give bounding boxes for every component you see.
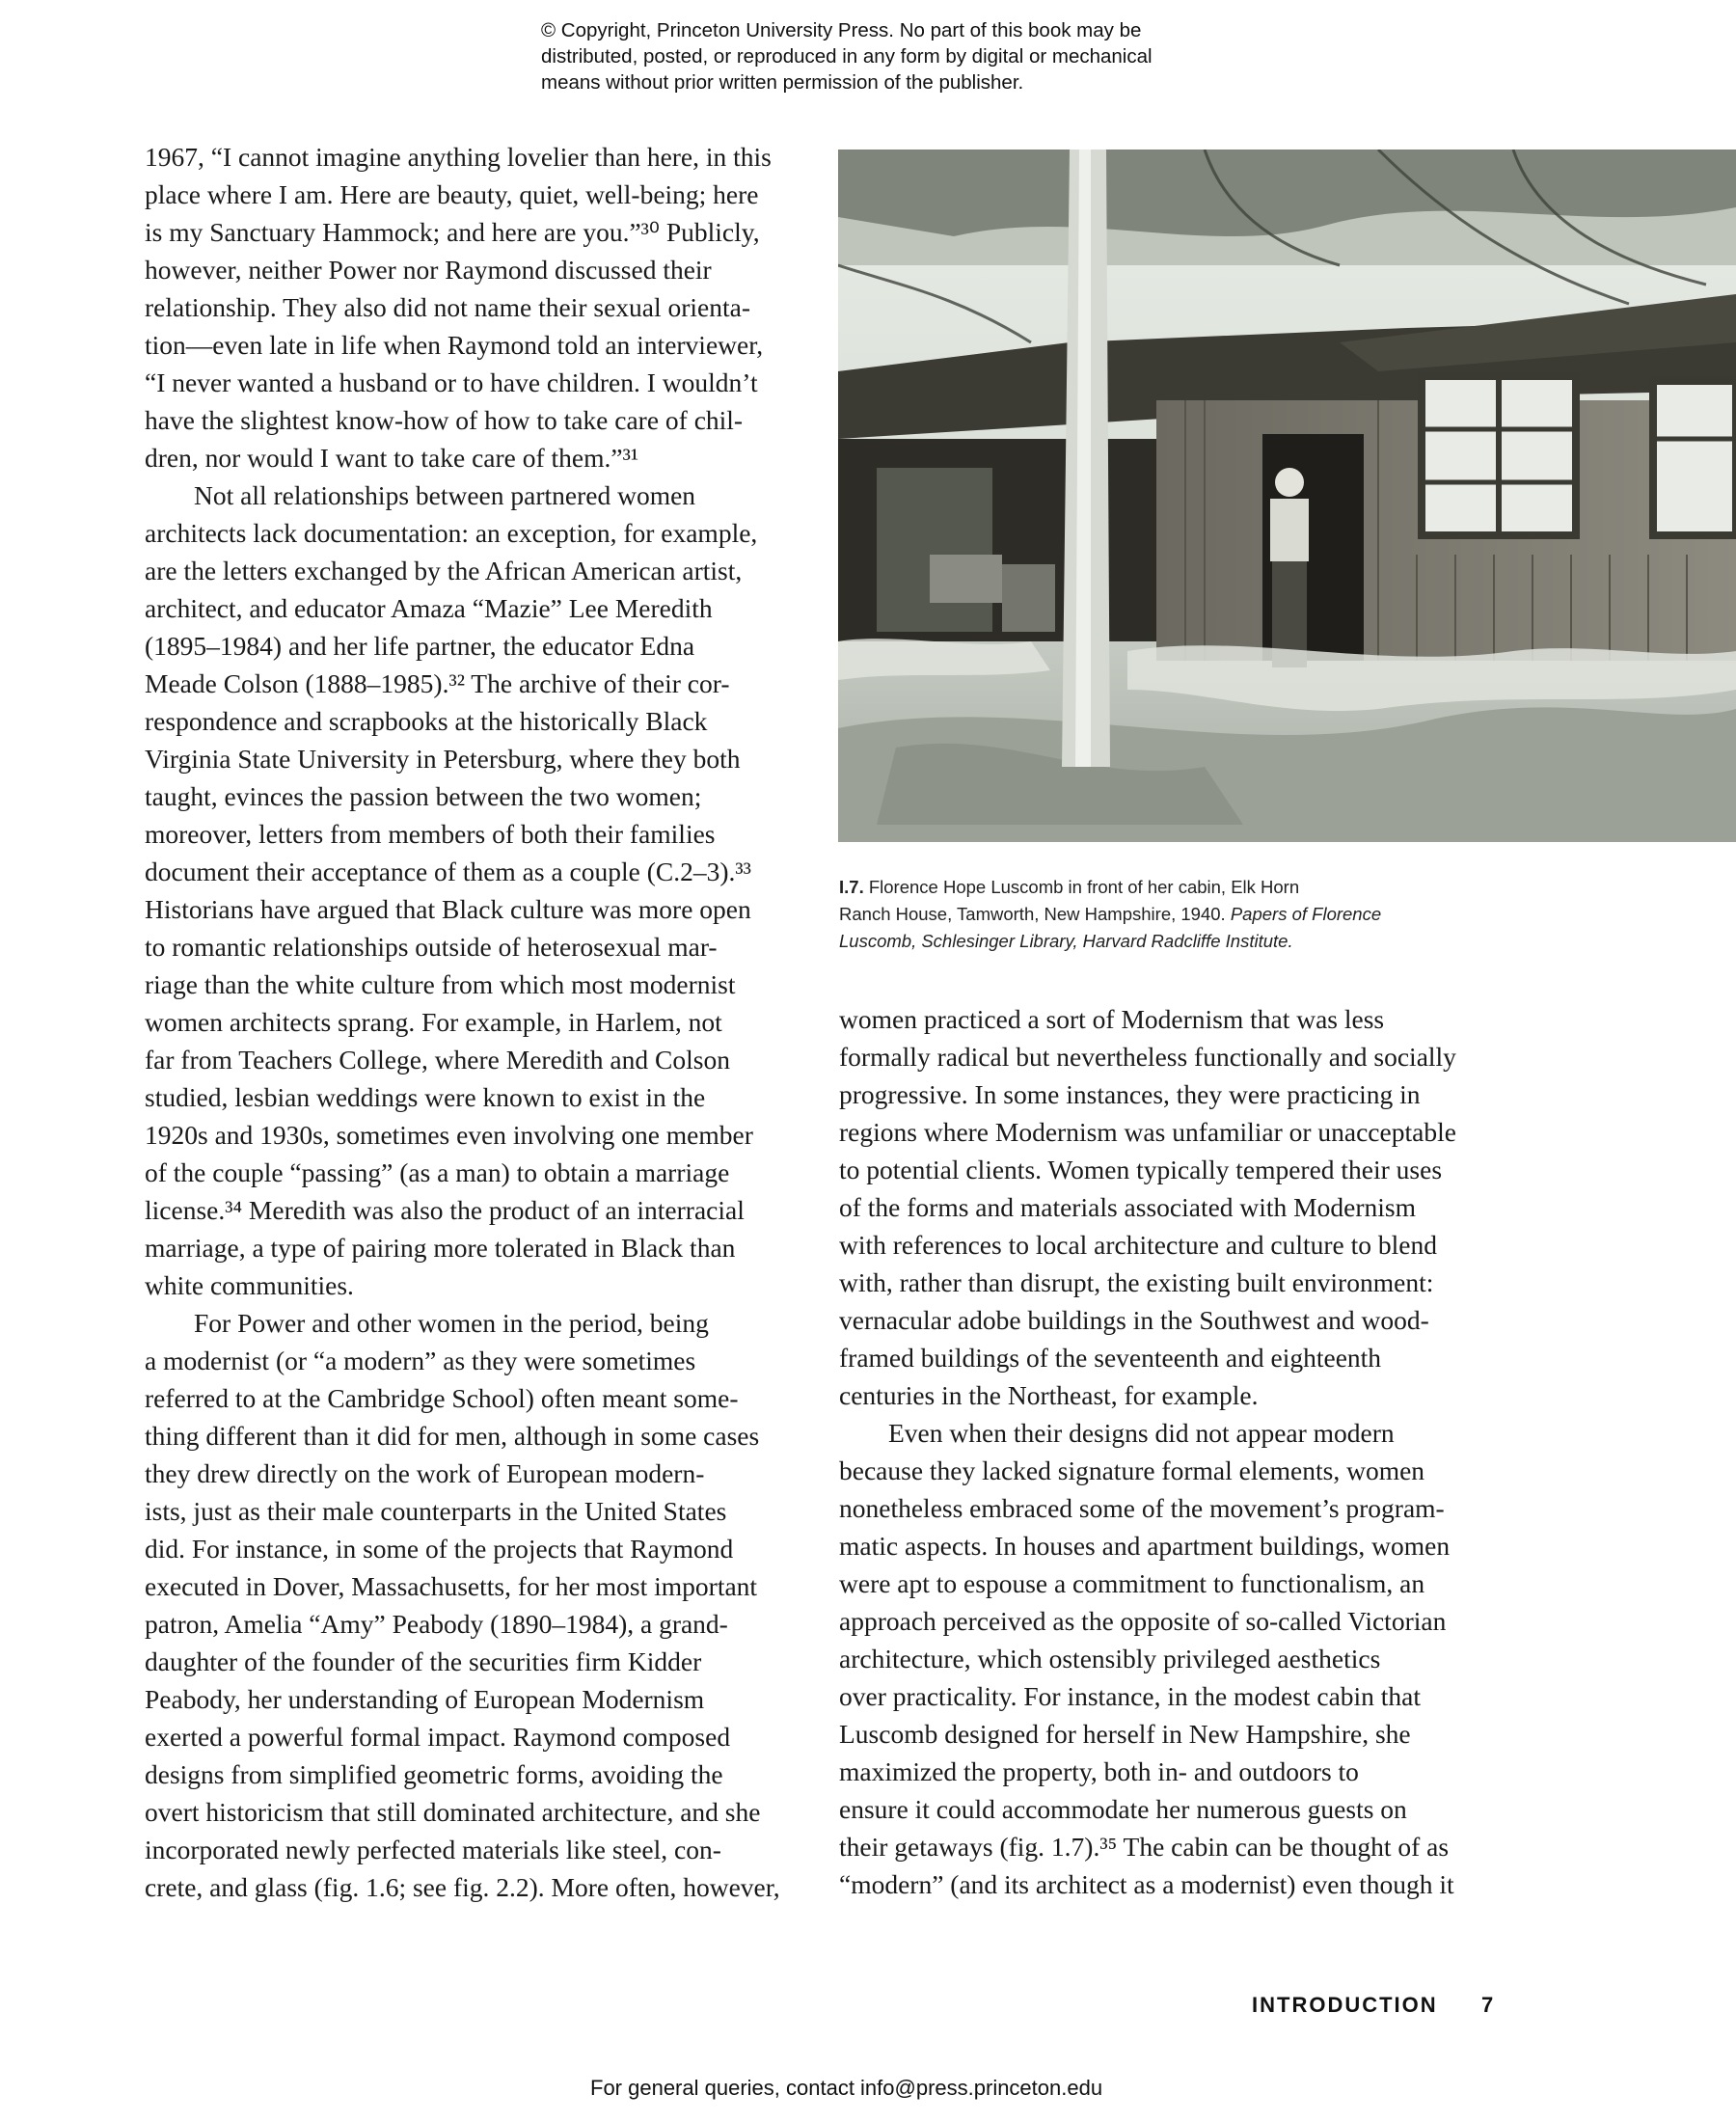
text-line: to potential clients. Women typically tempered their uses xyxy=(839,1155,1443,1184)
text-line: For Power and other women in the period, being xyxy=(194,1308,709,1338)
figure-photo-cabin xyxy=(838,150,1736,842)
text-line: framed buildings of the seventeenth and eighteenth xyxy=(839,1343,1382,1373)
text-line: Not all relationships between partnered women xyxy=(194,480,696,510)
text-line: respondence and scrapbooks at the historically Black xyxy=(145,706,708,736)
text-line: white communities. xyxy=(145,1270,354,1300)
text-line: with, rather than disrupt, the existing built environment: xyxy=(839,1267,1434,1297)
text-line: document their acceptance of them as a couple (C.2–3).³³ xyxy=(145,857,751,886)
text-line: executed in Dover, Massachusetts, for her most important xyxy=(145,1571,758,1601)
text-line: vernacular adobe buildings in the Southwest and wood- xyxy=(839,1305,1429,1335)
text-line: dren, nor would I want to take care of them.”³¹ xyxy=(145,443,639,473)
text-line: Historians have argued that Black culture was more open xyxy=(145,894,751,924)
caption-text: Florence Hope Luscomb in front of her cabin, Elk Horn xyxy=(868,877,1300,897)
copyright-line: © Copyright, Princeton University Press. No part of this book may be xyxy=(541,19,1142,41)
text-line: crete, and glass (fig. 1.6; see fig. 2.2). More often, however, xyxy=(145,1872,780,1902)
text-line: matic aspects. In houses and apartment buildings, women xyxy=(839,1531,1451,1561)
text-line: to romantic relationships outside of heterosexual mar- xyxy=(145,932,718,962)
text-line: “I never wanted a husband or to have children. I wouldn’t xyxy=(145,367,758,397)
caption-line-1 xyxy=(839,874,1495,901)
text-line: they drew directly on the work of European modern- xyxy=(145,1458,705,1488)
text-line: ists, just as their male counterparts in the United States xyxy=(145,1496,727,1526)
text-line: their getaways (fig. 1.7).³⁵ The cabin can be thought of as xyxy=(839,1832,1450,1862)
text-line: overt historicism that still dominated architecture, and she xyxy=(145,1797,761,1827)
text-line: referred to at the Cambridge School) often meant some- xyxy=(145,1383,739,1413)
text-line: marriage, a type of pairing more tolerated in Black than xyxy=(145,1233,736,1263)
running-head: INTRODUCTION xyxy=(1252,1993,1438,2017)
text-line: license.³⁴ Meredith was also the product of an interracial xyxy=(145,1195,745,1225)
text-line: daughter of the founder of the securities firm Kidder xyxy=(145,1646,702,1676)
right-text-column xyxy=(839,1000,1505,1903)
text-line: 1967, “I cannot imagine anything lovelier than here, in this xyxy=(145,142,772,172)
text-line: Meade Colson (1888–1985).³² The archive of their cor- xyxy=(145,668,730,698)
text-line: relationship. They also did not name their sexual orienta- xyxy=(145,292,751,322)
text-line: tion—even late in life when Raymond told an interviewer, xyxy=(145,330,764,360)
page-number: 7 xyxy=(1481,1993,1494,2017)
text-line: have the slightest know-how of how to take care of chil- xyxy=(145,405,744,435)
caption-line-2 xyxy=(839,901,1495,928)
copyright-line: distributed, posted, or reproduced in any form by digital or mechanical xyxy=(541,45,1153,68)
text-line: architecture, which ostensibly privileged aesthetics xyxy=(839,1644,1381,1673)
text-line: with references to local architecture and culture to blend xyxy=(839,1230,1437,1260)
contact-footer: For general queries, contact info@press.princeton.edu xyxy=(590,2076,1103,2100)
text-line: over practicality. For instance, in the modest cabin that xyxy=(839,1681,1422,1711)
caption-credit: Papers of Florence xyxy=(1230,904,1382,924)
text-line: riage than the white culture from which most modernist xyxy=(145,969,736,999)
caption-line-3 xyxy=(839,928,1495,955)
text-line: far from Teachers College, where Meredith and Colson xyxy=(145,1045,730,1075)
text-line: approach perceived as the opposite of so-called Victorian xyxy=(839,1606,1447,1636)
text-line: “modern” (and its architect as a modernist) even though it xyxy=(839,1869,1454,1899)
text-line: regions where Modernism was unfamiliar or unacceptable xyxy=(839,1117,1456,1147)
caption-credit: Luscomb, Schlesinger Library, Harvard Radcliffe Institute. xyxy=(839,931,1293,951)
text-line: designs from simplified geometric forms, avoiding the xyxy=(145,1759,723,1789)
text-line: studied, lesbian weddings were known to exist in the xyxy=(145,1082,706,1112)
text-line: formally radical but nevertheless functionally and socially xyxy=(839,1042,1456,1072)
text-line: architect, and educator Amaza “Mazie” Lee Meredith xyxy=(145,593,713,623)
left-text-column xyxy=(145,138,800,1906)
text-line: 1920s and 1930s, sometimes even involving one member xyxy=(145,1120,753,1150)
text-line: is my Sanctuary Hammock; and here are you.”³⁰ Publicly, xyxy=(145,217,760,247)
text-line: nonetheless embraced some of the movement’s program- xyxy=(839,1493,1445,1523)
text-line: thing different than it did for men, although in some cases xyxy=(145,1421,760,1451)
figure-number: I.7. xyxy=(839,877,864,897)
text-line: (1895–1984) and her life partner, the educator Edna xyxy=(145,631,695,661)
text-line: are the letters exchanged by the African American artist, xyxy=(145,556,743,585)
copyright-line: means without prior written permission of the publisher. xyxy=(541,71,1024,94)
copyright-notice xyxy=(541,17,1235,95)
text-line: of the forms and materials associated with Modernism xyxy=(839,1192,1416,1222)
text-line: Peabody, her understanding of European Modernism xyxy=(145,1684,705,1714)
figure-caption xyxy=(839,874,1495,955)
text-line: a modernist (or “a modern” as they were sometimes xyxy=(145,1346,696,1375)
text-line: exerted a powerful formal impact. Raymond composed xyxy=(145,1722,731,1752)
text-line: maximized the property, both in- and outdoors to xyxy=(839,1756,1359,1786)
cabin-photograph xyxy=(838,150,1736,842)
text-line: Luscomb designed for herself in New Hampshire, she xyxy=(839,1719,1411,1749)
text-line: taught, evinces the passion between the two women; xyxy=(145,781,702,811)
caption-text: Ranch House, Tamworth, New Hampshire, 1940. xyxy=(839,904,1231,924)
text-line: place where I am. Here are beauty, quiet, well-being; here xyxy=(145,179,759,209)
text-line: patron, Amelia “Amy” Peabody (1890–1984), a grand- xyxy=(145,1609,728,1639)
text-line: Virginia State University in Petersburg, where they both xyxy=(145,744,741,774)
text-line: women practiced a sort of Modernism that was less xyxy=(839,1004,1385,1034)
text-line: however, neither Power nor Raymond discussed their xyxy=(145,255,712,285)
text-line: women architects sprang. For example, in Harlem, not xyxy=(145,1007,722,1037)
text-line: ensure it could accommodate her numerous guests on xyxy=(839,1794,1407,1824)
text-line: because they lacked signature formal elements, women xyxy=(839,1455,1425,1485)
text-line: incorporated newly perfected materials like steel, con- xyxy=(145,1835,721,1864)
text-line: moreover, letters from members of both their families xyxy=(145,819,716,849)
text-line: did. For instance, in some of the projects that Raymond xyxy=(145,1534,734,1564)
text-line: Even when their designs did not appear modern xyxy=(888,1418,1395,1448)
text-line: of the couple “passing” (as a man) to obtain a marriage xyxy=(145,1157,730,1187)
text-line: architects lack documentation: an exception, for example, xyxy=(145,518,758,548)
text-line: progressive. In some instances, they were practicing in xyxy=(839,1079,1421,1109)
text-line: were apt to espouse a commitment to functionalism, an xyxy=(839,1568,1425,1598)
text-line: centuries in the Northeast, for example. xyxy=(839,1380,1259,1410)
